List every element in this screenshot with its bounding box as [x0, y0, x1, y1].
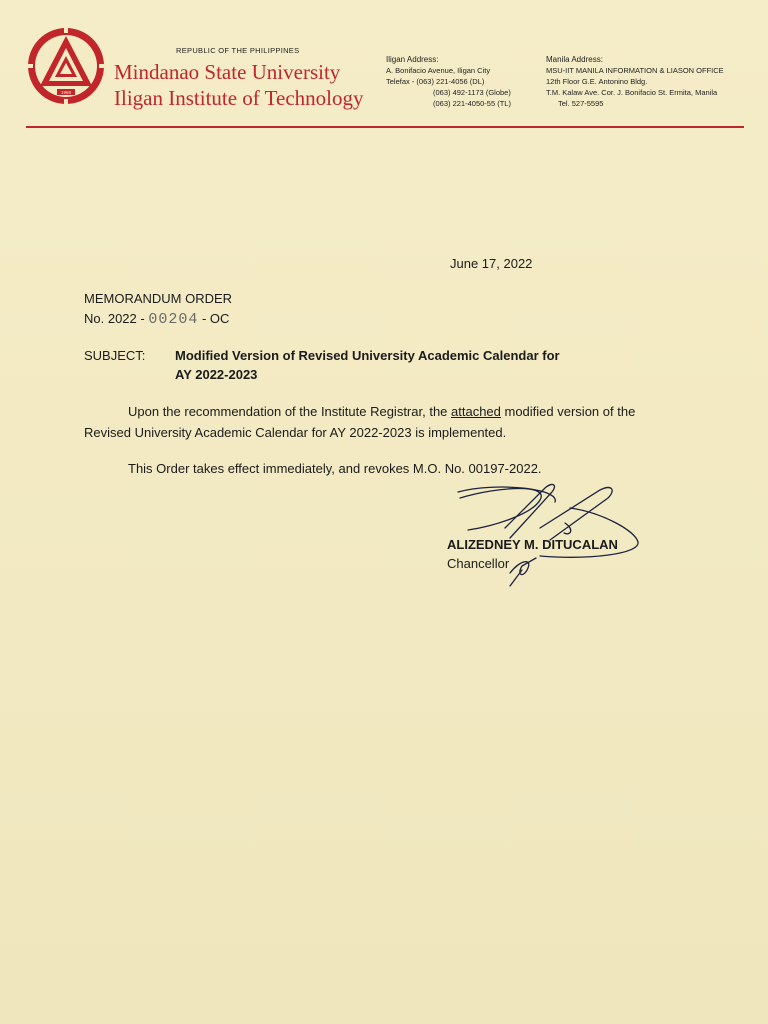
- manila-address-block: [546, 54, 724, 109]
- manila-address-line: 12th Floor G.E. Antonino Bldg.: [546, 77, 648, 86]
- republic-label: REPUBLIC OF THE PHILIPPINES: [176, 46, 300, 55]
- body-paragraph-line: [128, 404, 635, 419]
- manila-address-line: MSU-IIT MANILA INFORMATION & LIASON OFFICE: [546, 66, 724, 75]
- memo-date: June 17, 2022: [450, 256, 533, 271]
- memo-number-suffix: - OC: [198, 311, 230, 326]
- iligan-phone-line: (063) 221-4050-55 (TL): [433, 99, 511, 108]
- manila-address-heading: Manila Address:: [546, 55, 603, 64]
- manila-phone-line: Tel. 527-5595: [558, 99, 604, 108]
- logo-year: 1968: [60, 90, 72, 95]
- subject-title-line: AY 2022-2023: [175, 367, 258, 382]
- body-paragraph-line: Revised University Academic Calendar for AY 2022-2023 is implemented.: [84, 425, 507, 440]
- iligan-address-line: A. Bonifacio Avenue, Iligan City: [386, 66, 491, 75]
- iligan-phone-line: (063) 492-1173 (Globe): [433, 88, 511, 97]
- body-text: modified version of the: [500, 404, 636, 419]
- body-text: Upon the recommendation of the Institute Registrar, the: [128, 404, 452, 419]
- attached-link: attached: [451, 404, 501, 419]
- header-divider: [26, 126, 744, 128]
- university-name: Mindanao State University: [114, 60, 341, 84]
- memo-type: MEMORANDUM ORDER: [84, 291, 233, 306]
- iligan-telefax-line: Telefax - (063) 221-4056 (DL): [386, 77, 485, 86]
- iligan-address-block: [386, 54, 511, 109]
- manila-address-line: T.M. Kalaw Ave. Cor. J. Bonifacio St. Ermita, Manila: [546, 88, 718, 97]
- handwritten-signature: [440, 478, 650, 588]
- subject-title-line: Modified Version of Revised University Academic Calendar for: [175, 348, 560, 363]
- body-paragraph-effectivity: This Order takes effect immediately, and revokes M.O. No. 00197-2022.: [128, 461, 542, 476]
- memo-number: [84, 311, 229, 328]
- university-seal-logo: [26, 26, 106, 106]
- iligan-address-heading: Iligan Address:: [386, 55, 439, 64]
- institute-name: Iligan Institute of Technology: [114, 86, 364, 110]
- signatory-title: Chancellor: [447, 556, 510, 571]
- memo-number-prefix: No. 2022 -: [84, 311, 149, 326]
- signatory-name: ALIZEDNEY M. DITUCALAN: [447, 537, 618, 552]
- memo-number-stamp: 00204: [148, 311, 199, 328]
- subject-label: SUBJECT:: [84, 348, 146, 363]
